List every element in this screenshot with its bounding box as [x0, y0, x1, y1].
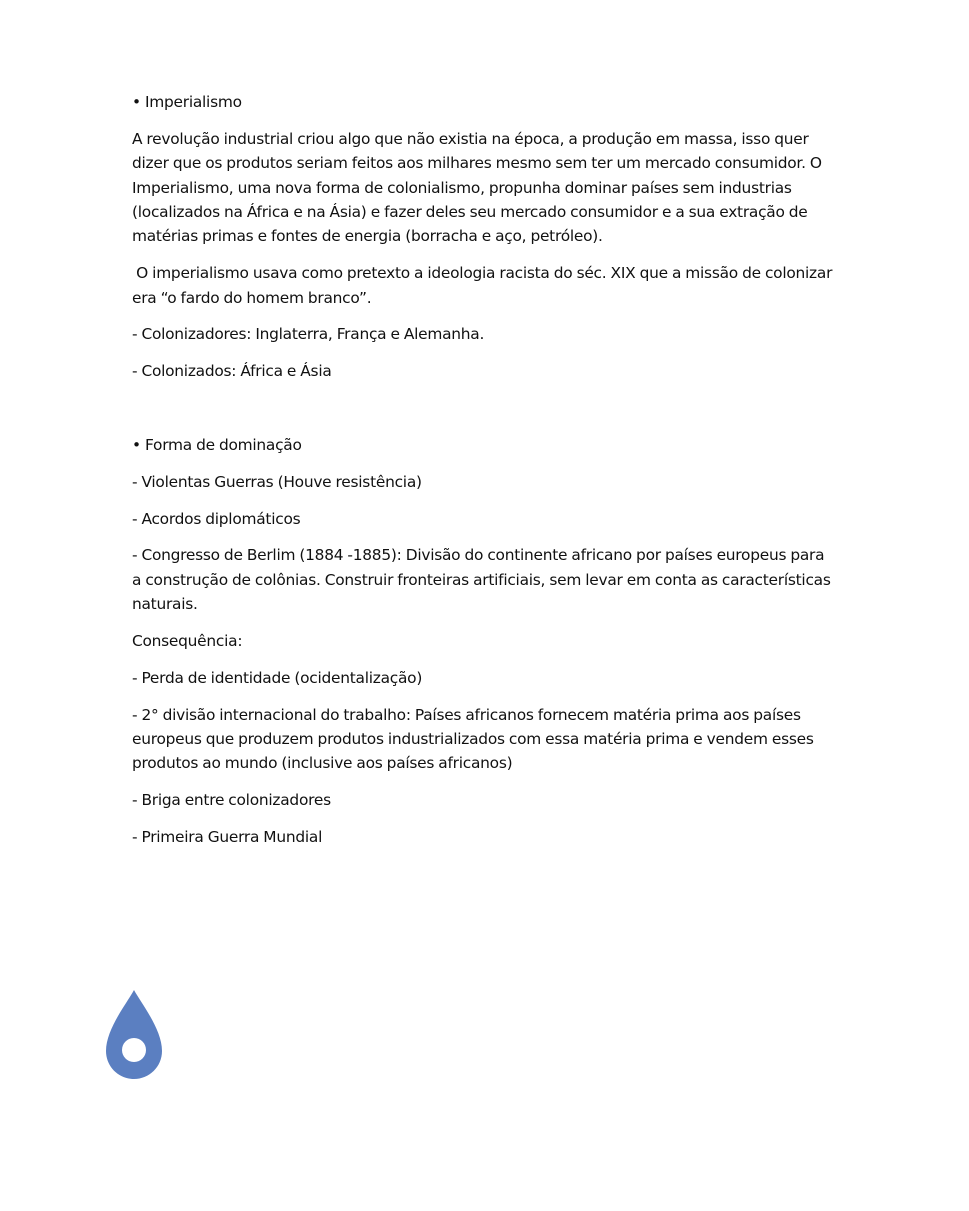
list-item-violentas-guerras: - Violentas Guerras (Houve resistência) — [132, 472, 422, 491]
list-item-briga-entre-colonizadores: - Briga entre colonizadores — [132, 791, 331, 810]
paragraph-ideologia-racista: O imperialismo usava como pretexto a ideologia racista do séc. XIX que a missão de colonizar era “o fardo do homem branco”. — [132, 264, 837, 307]
document-page — [132, 90, 837, 862]
list-item-colonizadores: - Colonizadores: Inglaterra, França e Alemanha. — [132, 325, 485, 344]
list-item-congresso-de-berlim: - Congresso de Berlim (1884 -1885): Divisão do continente africano por países europeus para a construção de colônias. Construir fronteiras artificiais, sem levar em conta as características naturais. — [132, 546, 831, 614]
list-item-colonizados: - Colonizados: África e Ásia — [132, 362, 332, 381]
section-heading-forma-de-dominacao: • Forma de dominação — [132, 436, 302, 455]
water-drop-icon — [105, 989, 163, 1081]
paragraph-revolucao-industrial: A revolução industrial criou algo que não existia na época, a produção em massa, isso quer dizer que os produtos seriam feitos aos milhares mesmo sem ter um mercado consumidor. O Imperialismo, uma nova forma de colonialismo, propunha dominar países sem industrias (localizados na África e na Ásia) e fazer deles seu mercado consumidor e a sua extração de matérias primas e fontes de energia (borracha e aço, petróleo). — [132, 129, 822, 246]
section-heading-imperialismo: • Imperialismo — [132, 93, 242, 111]
list-item-acordos-diplomaticos: - Acordos diplomáticos — [132, 509, 301, 528]
water-drop-shape — [106, 990, 162, 1079]
list-item-divisao-internacional: - 2° divisão internacional do trabalho: Países africanos fornecem matéria prima aos países europeus que produzem produtos industrializados com essa matéria prima e vendem esses produtos ao mundo (inclusive aos países africanos) — [132, 705, 814, 773]
consequence-label: Consequência: — [132, 632, 243, 651]
list-item-perda-de-identidade: - Perda de identidade (ocidentalização) — [132, 668, 423, 687]
spacer — [132, 396, 837, 433]
list-item-primeira-guerra-mundial: - Primeira Guerra Mundial — [132, 828, 323, 847]
